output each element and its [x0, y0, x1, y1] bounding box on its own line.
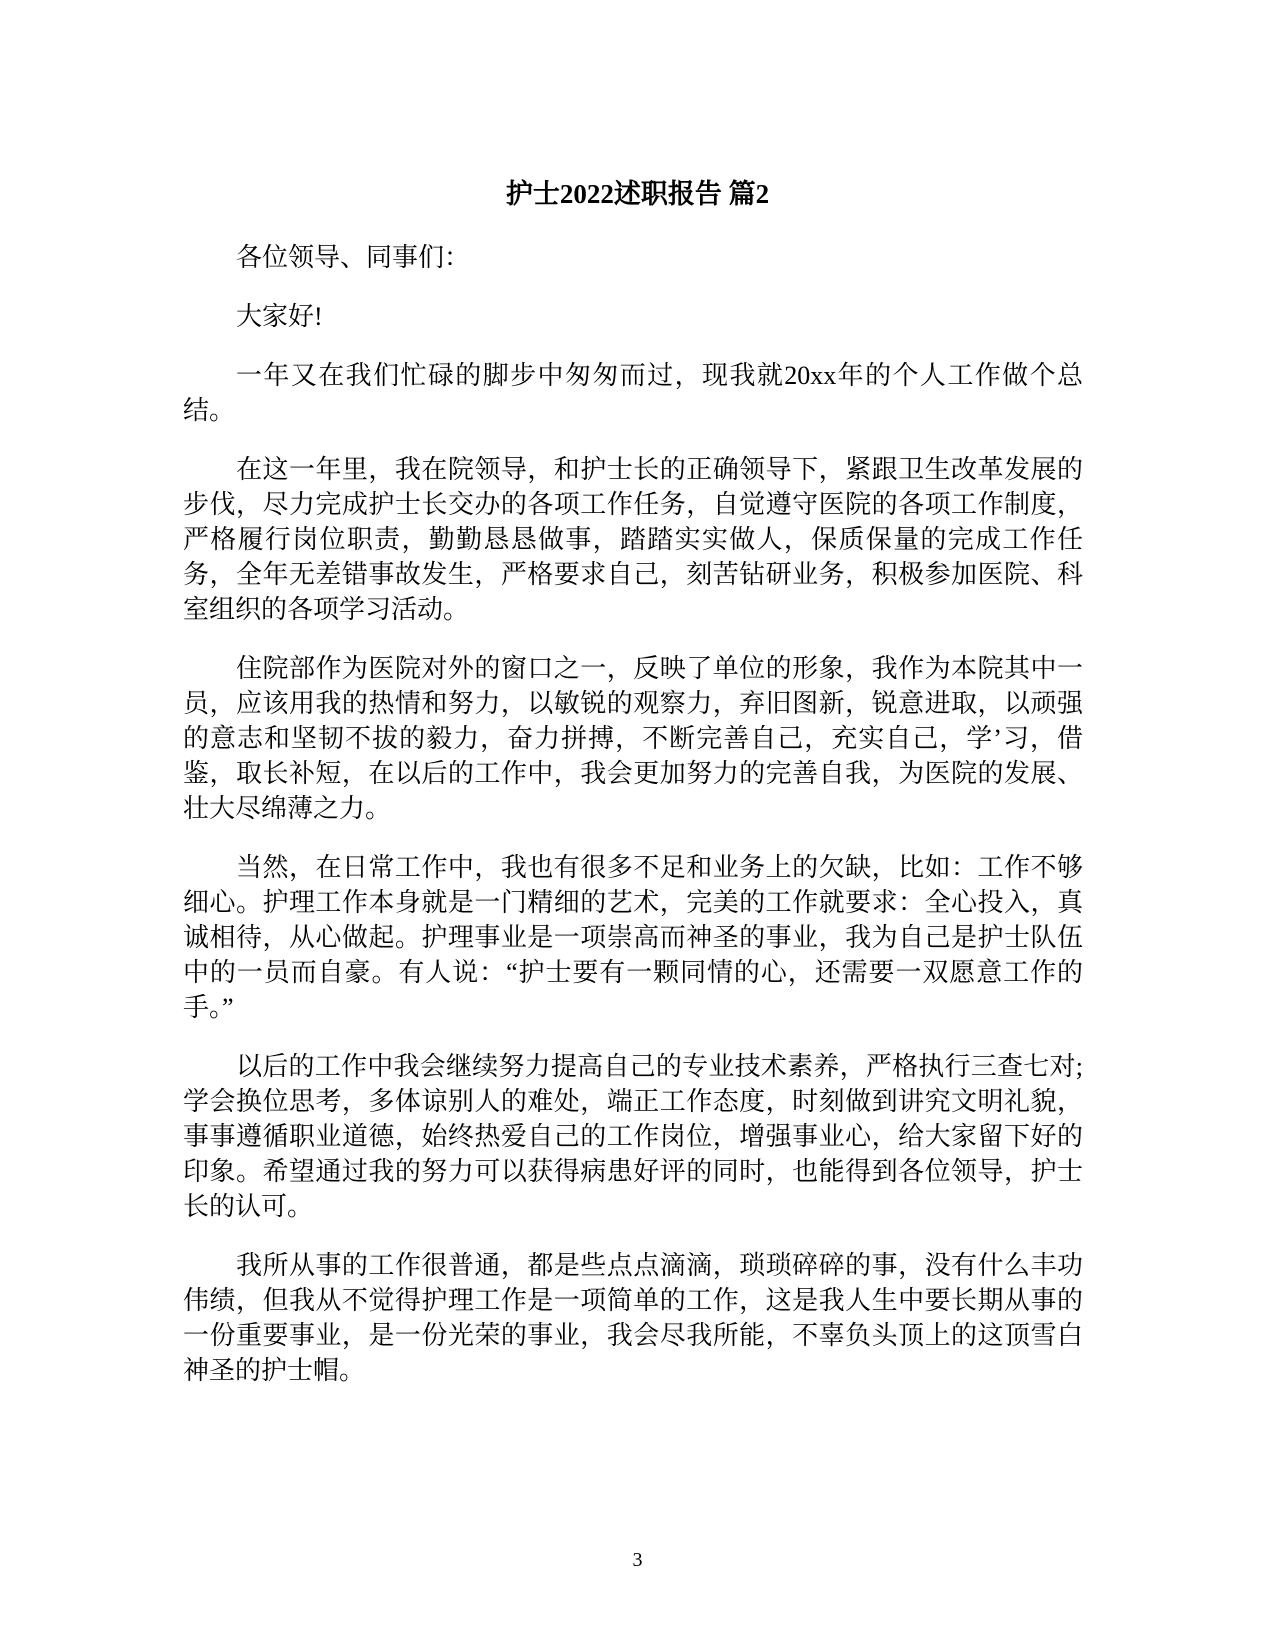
body-paragraph: 当然，在日常工作中，我也有很多不足和业务上的欠缺，比如：工作不够细心。护理工作本身就是一门精细的艺术，完美的工作就要求：全心投入，真诚相待，从心做起。护理事业是一项崇高而神圣的事业，我为自己是护士队伍中的一员而自豪。有人说：“护士要有一颗同情的心，还需要一双愿意工作的手。” — [183, 853, 1083, 1022]
body-paragraph: 在这一年里，我在院领导，和护士长的正确领导下，紧跟卫生改革发展的步伐，尽力完成护士长交办的各项工作任务，自觉遵守医院的各项工作制度，严格履行岗位职责，勤勤恳恳做事，踏踏实实做人，保质保量的完成工作任务，全年无差错事故发生，严格要求自己，刻苦钻研业务，积极参加医院、科室组织的各项学习活动。 — [183, 455, 1083, 624]
body-paragraph: 以后的工作中我会继续努力提高自己的专业技术素养，严格执行三查七对;学会换位思考，多体谅别人的难处，端正工作态度，时刻做到讲究文明礼貌，事事遵循职业道德，始终热爱自己的工作岗位，增强事业心，给大家留下好的印象。希望通过我的努力可以获得病患好评的同时，也能得到各位领导，护士长的认可。 — [183, 1052, 1083, 1221]
body-paragraph: 住院部作为医院对外的窗口之一，反映了单位的形象，我作为本院其中一员，应该用我的热情和努力，以敏锐的观察力，弃旧图新，锐意进取，以顽强的意志和坚韧不拔的毅力，奋力拼搏，不断完善自己，充实自己，学’习，借鉴，取长补短，在以后的工作中，我会更加努力的完善自我，为医院的发展、壮大尽绵薄之力。 — [183, 654, 1083, 823]
greeting-paragraph: 大家好! — [236, 302, 323, 331]
document-title: 护士2022述职报告 篇2 — [505, 179, 770, 209]
page-number: 3 — [632, 1549, 643, 1571]
body-paragraph: 一年又在我们忙碌的脚步中匆匆而过，现我就20xx年的个人工作做个总结。 — [183, 361, 1083, 425]
document-body — [183, 240, 1083, 1412]
salutation-paragraph: 各位领导、同事们： — [236, 243, 471, 272]
body-paragraph: 我所从事的工作很普通，都是些点点滴滴，琐琐碎碎的事，没有什么丰功伟绩，但我从不觉得护理工作是一项简单的工作，这是我人生中要长期从事的一份重要事业，是一份光荣的事业，我会尽我所能，不辜负头顶上的这顶雪白神圣的护士帽。 — [183, 1251, 1083, 1385]
